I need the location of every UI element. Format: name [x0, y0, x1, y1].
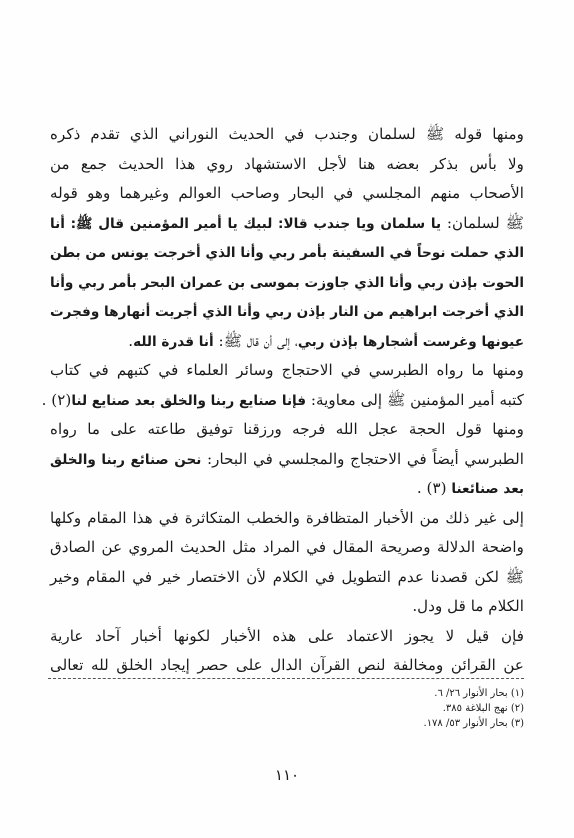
text-line [50, 622, 524, 652]
text-span: ﷺ لسلمان: [441, 213, 524, 232]
quoted-text: الحوت بإذن ربي وأنا الذي جاوزت بموسى بن عمران البحر بأمر ربي وأنا [50, 274, 524, 291]
body-text [41, 120, 524, 681]
text-span: عن القرائن ومخالفة لنص القرآن الدال على حصر إيجاد الخلق لله تعالى [50, 656, 524, 674]
text-span: فإن قيل لا يجوز الاعتماد على هذه الأخبار لكونها أخبار آحاد عارية [50, 626, 524, 645]
text-span: (٢) . [41, 390, 72, 409]
text-span: إلى غير ذلك من الأخبار المتظافرة والخطب المتكاثرة في هذا المقام وكلها [50, 508, 524, 527]
text-line [50, 297, 524, 327]
text-line [50, 533, 524, 563]
footnotes [50, 686, 524, 731]
text-span: . [128, 331, 134, 350]
text-span: ومنها قول الحجة عجل الله فرجه ورزقنا توفيق طاعته على ما رواه [50, 420, 524, 438]
text-line [50, 209, 524, 239]
text-span: (٣) . [416, 479, 452, 497]
text-line [50, 563, 524, 593]
text-span: ولا بأس بذكر بعضه هنا لأجل الاستشهاد روي هذا الحديث جمع من [50, 154, 524, 173]
text-line [50, 445, 524, 475]
page-number: ١١٠ [274, 766, 300, 784]
text-line [50, 504, 524, 534]
footnote-separator [48, 678, 524, 679]
text-line [50, 179, 524, 209]
quoted-text: أنا قدرة الله [133, 333, 214, 350]
text-line [50, 474, 524, 504]
footnote-2: (٢) نهج البلاغة ٣٨٥. [442, 703, 524, 714]
text-line [50, 592, 524, 622]
text-line [41, 386, 524, 416]
text-line [50, 415, 524, 445]
text-line [50, 150, 524, 180]
quoted-text: عيونها وغرست أشجارها بإذن ربي [297, 333, 524, 350]
text-span: الطبرسي أيضاً في الاحتجاج والمجلسي في البحار: [201, 449, 524, 468]
text-line [50, 327, 524, 357]
quoted-text: يا سلمان ويا جندب قالا: لبيك يا أمير المؤمنين قال ﷺ: أنا [50, 215, 442, 232]
quoted-text: الذي أخرجت ابراهيم من النار بإذن ربي وأنا الذي أجريت أنهارها وفجرت [50, 304, 524, 320]
text-line [50, 120, 524, 150]
text-line [50, 238, 524, 268]
text-line [50, 356, 524, 386]
text-span: الكلام ما قل ودل. [412, 597, 524, 615]
text-line [50, 268, 524, 298]
text-line [50, 651, 524, 681]
text-span: ومنها ما رواه الطبرسي في الاحتجاج وسائر العلماء في كتبهم في كتاب [50, 361, 524, 379]
text-span: واضحة الدلالة وصريحة المقال في المراد مثل الحديث المروي عن الصادق [50, 538, 524, 556]
text-span: ، إلى أن قال ﷺ: [213, 331, 298, 350]
quoted-text: فإنا صنايع ربنا والخلق بعد صنايع لنا [71, 392, 307, 409]
footnote-3: (٣) بحار الأنوار ٥٣/ ١٧٨. [423, 718, 524, 729]
quoted-text: نحن صنائع ربنا والخلق [50, 451, 202, 468]
text-span: ومنها قوله ﷺ لسلمان وجندب في الحديث النوراني الذي تقدم ذكره [50, 125, 524, 143]
text-span: كتبه أمير المؤمنين ﷺ إلى معاوية: [306, 390, 524, 409]
quoted-text: بعد صنائعنا [451, 481, 524, 497]
text-span: ﷺ لكن قصدنا عدم التطويل في الكلام لأن الاختصار خير في المقام وخير [50, 567, 524, 586]
footnote-1: (١) بحار الأنوار ٢٦/ ٦. [434, 688, 524, 699]
quoted-text: الذي حملت نوحاً في السفينة بأمر ربي وأنا الذي أخرجت يونس من بطن [50, 245, 524, 261]
text-span: الأصحاب منهم المجلسي في البحار وصاحب العوالم وغيرهما وهو قوله [50, 184, 524, 202]
